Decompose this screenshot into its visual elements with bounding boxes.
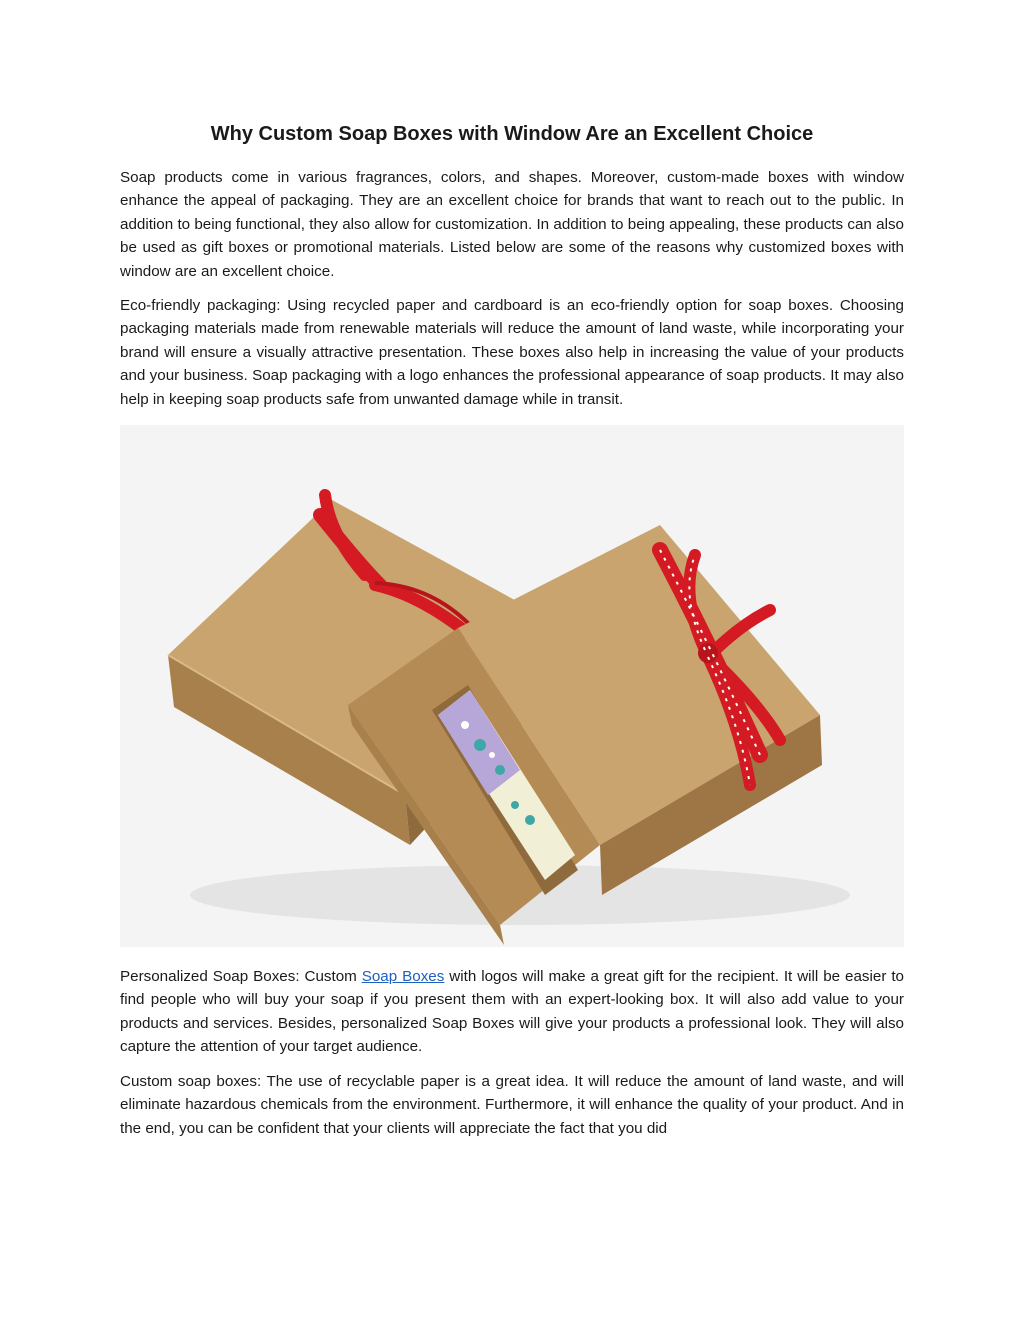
paragraph-intro: Soap products come in various fragrances, colors, and shapes. Moreover, custom-made boxes with window enhance the appeal of packaging. They are an excellent choice for brands that want to reach out to the public. In addition to being functional, they also allow for customization. In addition to being appealing, these products can also be used as gift boxes or promotional materials. Listed below are some of the reasons why customized boxes with window are an excellent choice. <box>120 169 904 280</box>
paragraph-personalized-end: with logos will make a great gift for the recipient. It will be easier to find people who will buy your soap if you present them with an expert-looking box. It will also add value to your products and services. Besides, personalized Soap Boxes will give your products a professional look. They will also capture the attention of your target audience. <box>120 968 904 1056</box>
paragraph-personalized-start: Personalized Soap Boxes: Custom <box>120 968 362 986</box>
soap-boxes-link[interactable]: Soap Boxes <box>361 968 445 986</box>
document-page <box>120 120 904 1151</box>
soap-boxes-illustration <box>120 425 904 947</box>
paragraph-custom-soap-boxes: Custom soap boxes: The use of recyclable paper is a great idea. It will reduce the amount of land waste, and will eliminate hazardous chemicals from the environment. Furthermore, it will enhance the quality of your product. And in the end, you can be confident that your clients will appreciate the fact that you did <box>120 1072 904 1137</box>
page-title: Why Custom Soap Boxes with Window Are an Excellent Choice <box>210 123 814 145</box>
paragraph-eco-friendly: Eco-friendly packaging: Using recycled paper and cardboard is an eco-friendly option for soap boxes. Choosing packaging materials made from renewable materials will reduce the amount of land waste, while incorporating your brand will ensure a visually attractive presentation. These boxes also help in increasing the value of your products and your business. Soap packaging with a logo enhances the professional appearance of soap products. It may also help in keeping soap products safe from unwanted damage while in transit. <box>120 297 904 408</box>
soap-boxes-photo <box>120 425 904 947</box>
paragraph-personalized <box>120 965 904 1059</box>
